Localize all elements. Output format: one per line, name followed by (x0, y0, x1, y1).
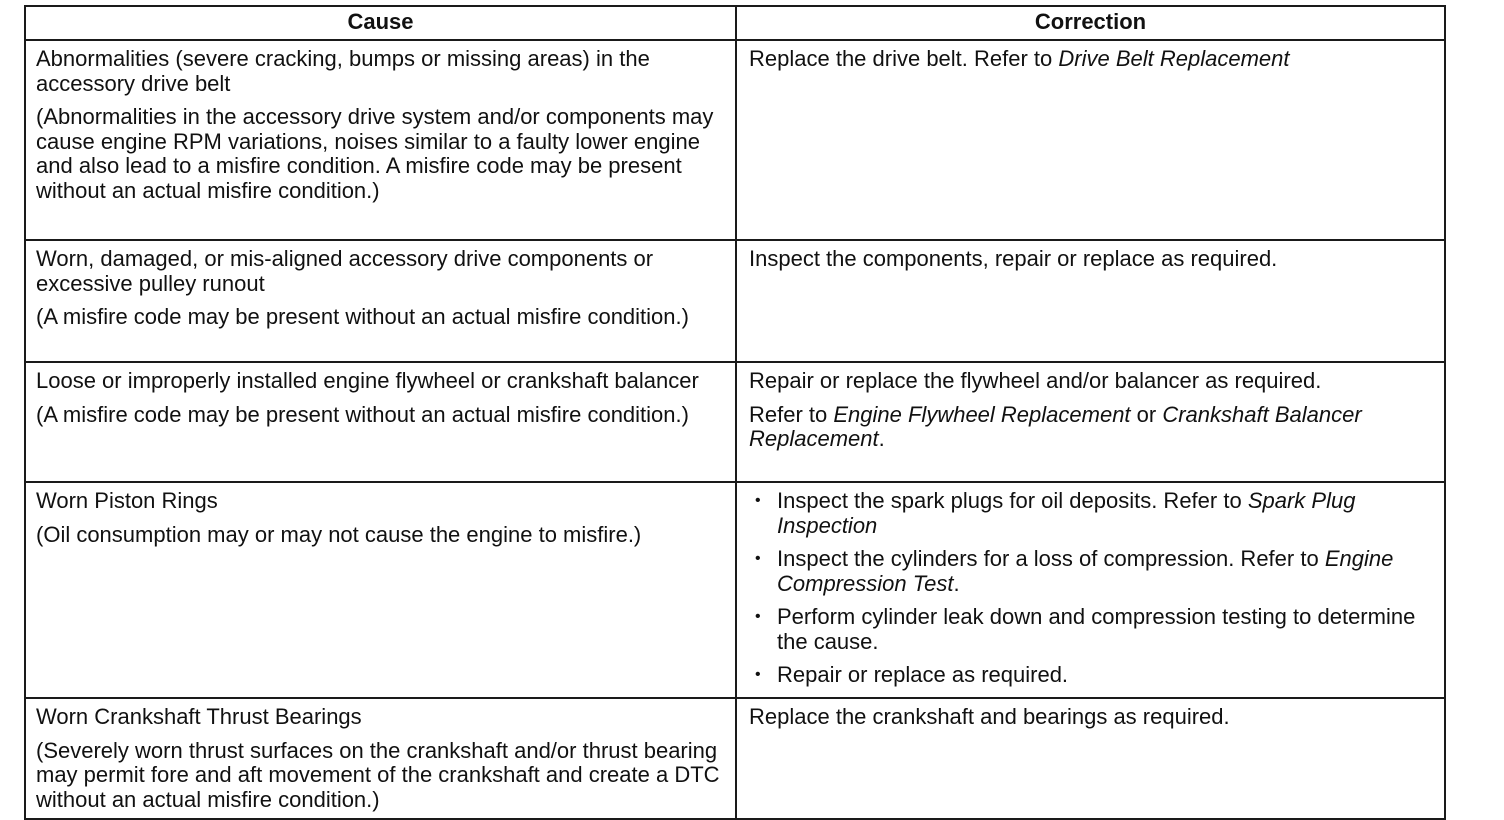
cause-note: (A misfire code may be present without an actual misfire condition.) (36, 401, 689, 427)
procedure-reference: Crankshaft Balancer Replacement (749, 401, 1362, 451)
cause-note: (Severely worn thrust surfaces on the crankshaft and/or thrust bearing may permit fore and aft movement of the crankshaft and create a DTC without an actual misfire condition.) (36, 737, 720, 812)
procedure-reference: Spark Plug Inspection (777, 488, 1356, 538)
correction-reference-text: Refer to Engine Flywheel Replacement or Crankshaft Balancer Replacement. (749, 401, 1362, 451)
list-item: • Inspect the cylinders for a loss of compression. Refer to Engine Compression Test. (755, 546, 1394, 596)
cause-note: (Oil consumption may or may not cause the engine to misfire.) (36, 521, 642, 547)
correction-text: Replace the crankshaft and bearings as required. (749, 704, 1230, 729)
correction-cell (736, 482, 1445, 698)
header-cause: Cause (25, 6, 736, 40)
cause-cell (25, 240, 736, 362)
cause-note: (A misfire code may be present without an actual misfire condition.) (36, 304, 689, 329)
cause-text: Loose or improperly installed engine flywheel or crankshaft balancer (36, 368, 699, 393)
bullet-icon: • (755, 492, 761, 509)
procedure-reference: Engine Flywheel Replacement (833, 401, 1131, 427)
procedure-reference: Engine Compression Test (777, 546, 1394, 596)
header-correction: Correction (736, 6, 1445, 40)
cause-text: Worn Crankshaft Thrust Bearings (36, 704, 362, 729)
correction-cell (736, 698, 1445, 819)
list-item: • Inspect the spark plugs for oil deposits. Refer to Spark Plug Inspection (755, 488, 1356, 538)
bullet-icon: • (755, 666, 761, 683)
correction-bullet-list (749, 489, 1436, 688)
cause-text: Worn Piston Rings (36, 488, 218, 513)
cause-text: Worn, damaged, or mis-aligned accessory drive components or excessive pulley runout (36, 246, 654, 296)
table-row (25, 240, 1445, 362)
table-row (25, 40, 1445, 240)
bullet-icon: • (755, 550, 761, 567)
correction-text: Inspect the components, repair or replace as required. (749, 246, 1278, 271)
correction-cell (736, 240, 1445, 362)
cause-cell (25, 362, 736, 482)
procedure-reference: Drive Belt Replacement (1058, 46, 1290, 71)
cause-text: Abnormalities (severe cracking, bumps or missing areas) in the accessory drive belt (36, 46, 650, 96)
correction-text: Replace the drive belt. Refer to Drive Belt Replacement (749, 46, 1290, 71)
list-item: • Perform cylinder leak down and compression testing to determine the cause. (755, 604, 1416, 654)
correction-cell (736, 40, 1445, 240)
cause-cell (25, 698, 736, 819)
cause-cell (25, 482, 736, 698)
bullet-icon: • (755, 608, 761, 625)
cause-cell (25, 40, 736, 240)
table-row (25, 362, 1445, 482)
table-row (25, 482, 1445, 698)
correction-text: Repair or replace the flywheel and/or balancer as required. (749, 368, 1322, 393)
header-row (25, 6, 1445, 40)
list-item: • Repair or replace as required. (755, 662, 1069, 687)
cause-correction-table (24, 5, 1446, 820)
correction-cell (736, 362, 1445, 482)
cause-note: (Abnormalities in the accessory drive system and/or components may cause engine RPM variations, noises similar to a faulty lower engine and also lead to a misfire condition. A misfire code may be present without an actual misfire condition.) (36, 104, 714, 203)
table-row (25, 698, 1445, 819)
